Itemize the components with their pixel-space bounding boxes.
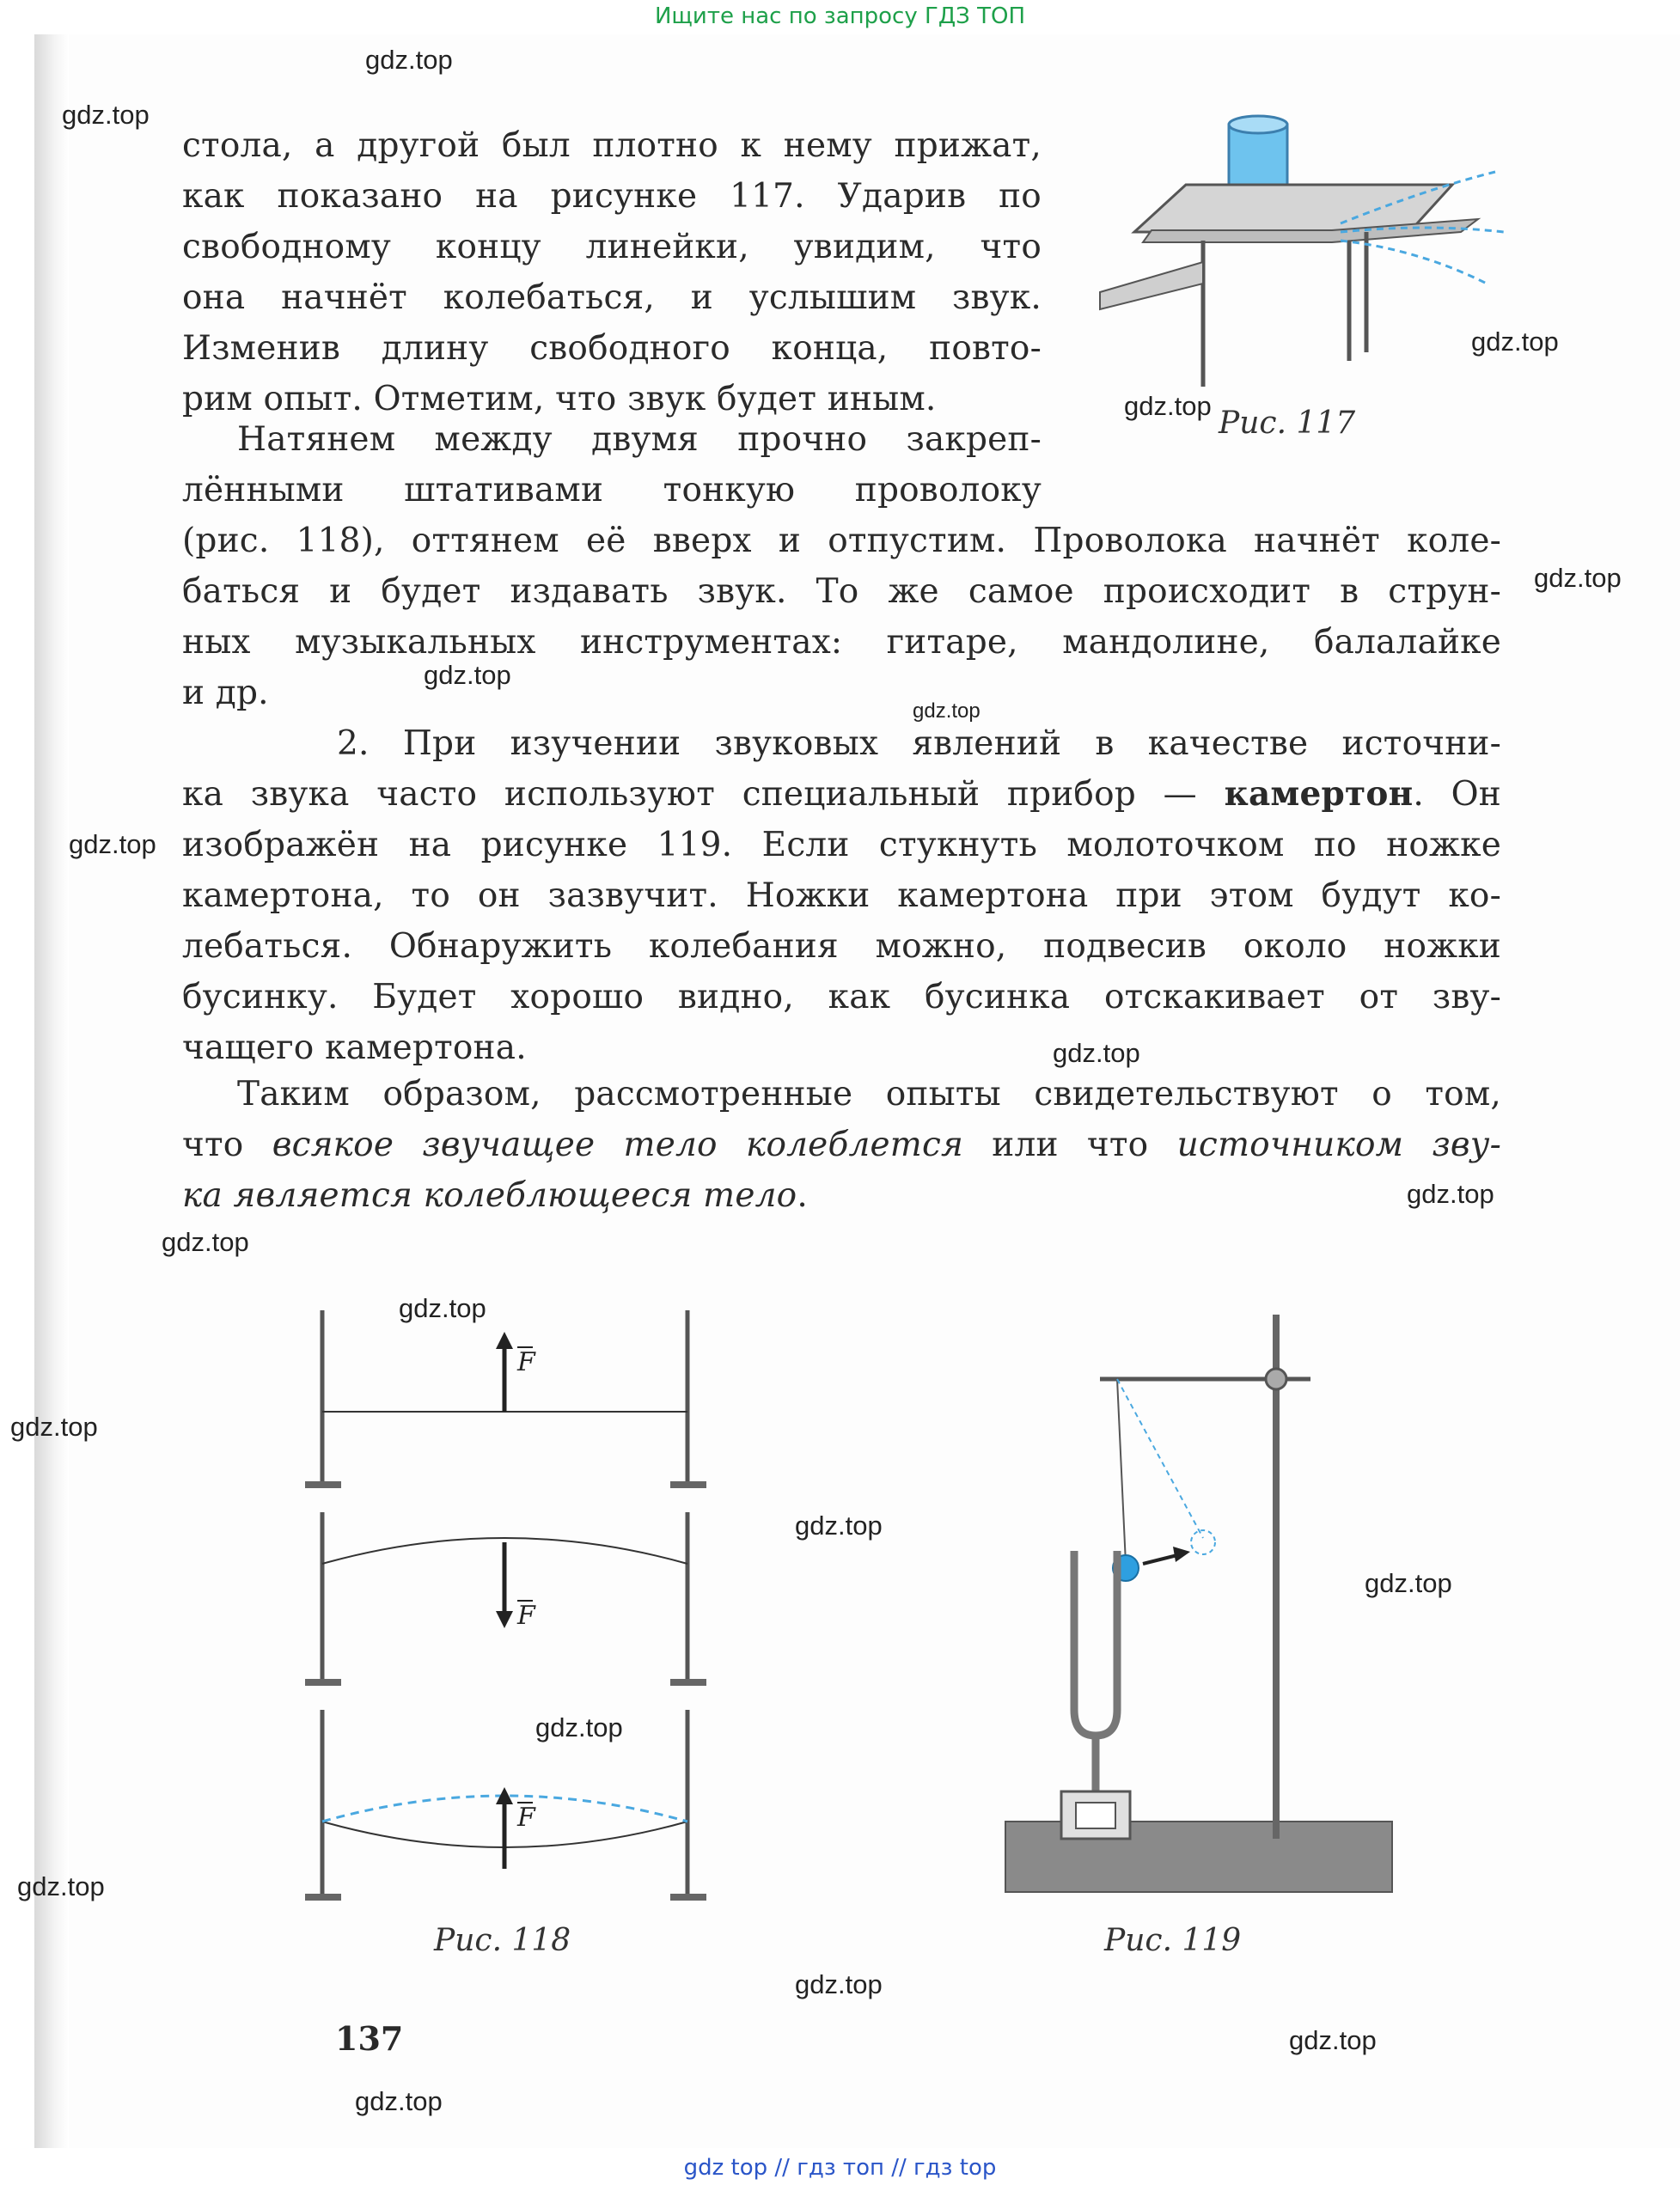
- page-number: 137: [335, 2019, 404, 2058]
- stand-panel-top: [305, 1310, 706, 1488]
- term-tuning-fork: камертон: [1224, 774, 1414, 814]
- text-line: чащего камертона.: [182, 1028, 527, 1067]
- stand-foot: [670, 1679, 706, 1686]
- watermark[interactable]: gdz.top: [365, 45, 453, 75]
- text-fragment: .: [797, 1176, 808, 1215]
- stand-foot: [305, 1481, 341, 1488]
- stand-foot: [670, 1481, 706, 1488]
- paragraph-3: [182, 718, 1501, 1073]
- watermark[interactable]: gdz.top: [1471, 327, 1559, 357]
- text-line: ных музыкальных инструментах: гитаре, мандолине, балалайке: [182, 623, 1501, 662]
- text-line: 2. При изучении звуковых явлений в качестве источни-: [337, 724, 1501, 763]
- watermark[interactable]: gdz.top: [10, 1412, 98, 1442]
- paragraph-4: [182, 1069, 1501, 1221]
- paragraph-2-wide: [182, 516, 1501, 718]
- figure-119: [997, 1306, 1409, 1907]
- force-label: F: [517, 1803, 535, 1833]
- figure-117-caption: Рис. 117: [1219, 406, 1356, 441]
- text-line: как показано на рисунке 117. Ударив по: [182, 177, 1042, 216]
- figure-118: [292, 1306, 722, 1916]
- thread: [1117, 1379, 1126, 1564]
- figure-119-caption: Рис. 119: [1104, 1923, 1242, 1958]
- watermark[interactable]: gdz.top: [1534, 563, 1622, 593]
- text-line: Натянем между двумя прочно закреп-: [237, 420, 1042, 459]
- stand-foot: [670, 1894, 706, 1901]
- watermark[interactable]: gdz.top: [424, 660, 511, 690]
- watermark[interactable]: gdz.top: [795, 1969, 883, 1999]
- stand-foot: [305, 1894, 341, 1901]
- text-line: Изменив длину свободного конца, повто-: [182, 329, 1042, 368]
- arrowhead: [1173, 1547, 1190, 1562]
- arrowhead: [496, 1611, 513, 1628]
- stand-panel-bottom: [305, 1710, 706, 1901]
- watermark[interactable]: gdz.top: [162, 1227, 249, 1257]
- watermark[interactable]: gdz.top: [913, 699, 981, 723]
- table-apron: [1100, 262, 1203, 309]
- watermark[interactable]: gdz.top: [69, 829, 156, 859]
- text-line: свободному концу линейки, увидим, что: [182, 228, 1042, 266]
- stand-panel-middle: [305, 1512, 706, 1686]
- stand-foot: [305, 1679, 341, 1686]
- italic-statement: источником зву-: [1176, 1126, 1502, 1164]
- text-line: баться и будет издавать звук. То же самое происходит в струн-: [182, 572, 1501, 611]
- watermark[interactable]: gdz.top: [535, 1712, 623, 1742]
- figure-117: [1083, 103, 1512, 395]
- arrowhead: [496, 1332, 513, 1349]
- watermark[interactable]: gdz.top: [17, 1871, 105, 1901]
- text-line: [182, 769, 1501, 820]
- force-label: F: [517, 1347, 535, 1377]
- paragraph-1: [182, 120, 1042, 424]
- motion-arrow: [1143, 1555, 1177, 1564]
- top-banner[interactable]: Ищите нас по запросу ГДЗ ТОП: [654, 3, 1026, 29]
- vibration-line: [1341, 241, 1487, 284]
- text-line: камертона, то он зазвучит. Ножки камертона при этом будут ко-: [182, 876, 1501, 915]
- bead-deflected: [1191, 1530, 1215, 1554]
- page-spine-shadow: [34, 34, 69, 2148]
- clamp: [1266, 1369, 1286, 1389]
- watermark[interactable]: gdz.top: [1053, 1038, 1140, 1068]
- watermark[interactable]: gdz.top: [399, 1293, 486, 1323]
- force-label: F: [517, 1601, 535, 1631]
- watermark[interactable]: gdz.top: [1365, 1568, 1452, 1598]
- text-line: и др.: [182, 674, 269, 712]
- thread-deflected: [1117, 1379, 1203, 1538]
- text-fragment: ка звука часто используют специальный прибор —: [182, 775, 1225, 814]
- italic-statement: всякое звучащее тело колеблется: [272, 1126, 964, 1164]
- text-line: лебаться. Обнаружить колебания можно, подвесив около ножки: [182, 927, 1501, 966]
- figure-118-caption: Рис. 118: [434, 1923, 571, 1958]
- watermark[interactable]: gdz.top: [355, 2086, 443, 2116]
- watermark[interactable]: gdz.top: [1289, 2025, 1377, 2055]
- watermark[interactable]: gdz.top: [1407, 1179, 1494, 1209]
- text-line: лёнными штативами тонкую проволоку: [182, 471, 1042, 510]
- text-line: Таким образом, рассмотренные опыты свидетельствуют о том,: [237, 1075, 1501, 1114]
- tuning-fork: [1074, 1551, 1117, 1791]
- text-fragment: что: [182, 1126, 272, 1164]
- text-line: (рис. 118), оттянем её вверх и отпустим. Проволока начнёт коле-: [182, 522, 1501, 560]
- italic-statement: ка является колеблющееся тело: [182, 1176, 797, 1215]
- text-fragment: . Он: [1413, 775, 1501, 814]
- text-line: она начнёт колебаться, и услышим звук.: [182, 278, 1042, 317]
- watermark[interactable]: gdz.top: [62, 100, 150, 130]
- text-line: изображён на рисунке 119. Если стукнуть молоточком по ножке: [182, 826, 1501, 864]
- watermark[interactable]: gdz.top: [795, 1511, 883, 1541]
- text-line: бусинку. Будет хорошо видно, как бусинка отскакивает от зву-: [182, 978, 1501, 1016]
- text-fragment: или что: [963, 1126, 1177, 1164]
- watermark[interactable]: gdz.top: [1124, 391, 1212, 421]
- text-line: [182, 1170, 1501, 1221]
- text-line: рим опыт. Отметим, что звук будет иным.: [182, 380, 937, 418]
- bottom-banner[interactable]: gdz top // гдз топ // гдз top: [683, 2155, 997, 2181]
- text-line: стола, а другой был плотно к нему прижат,: [182, 126, 1042, 165]
- text-line: [182, 1120, 1501, 1170]
- paragraph-2-narrow: [182, 414, 1042, 516]
- resonator-opening: [1076, 1803, 1115, 1828]
